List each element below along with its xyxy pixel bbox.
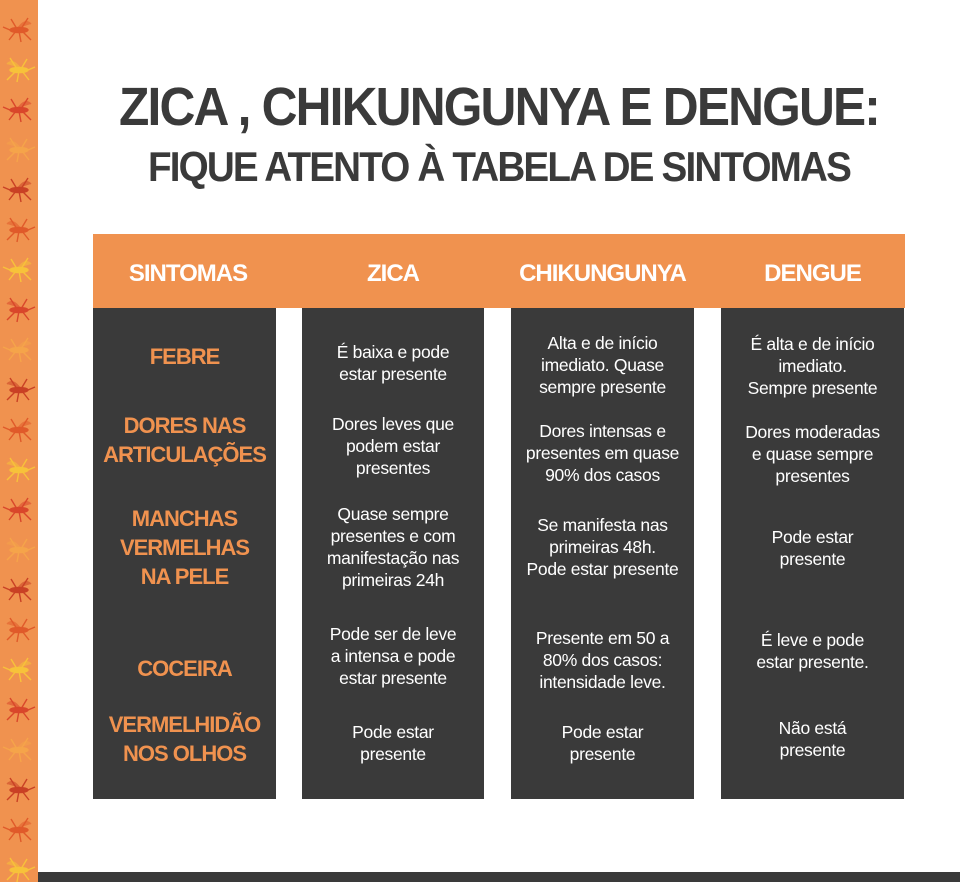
cell-line: Pode estar [352, 722, 434, 742]
cell-line: e quase sempre [751, 444, 874, 464]
cell-line: É leve e pode [760, 630, 865, 650]
cell-line: presentes e com [330, 526, 456, 546]
cell-line: podem estar [346, 436, 440, 456]
mosquito-icon [0, 170, 38, 210]
symptom-label [93, 654, 276, 683]
cell-line: presentes em quase [525, 443, 680, 463]
mosquito-icon [0, 690, 38, 730]
mosquito-icon [0, 610, 38, 650]
cell-zica [302, 413, 484, 479]
mosquito-icon [0, 530, 38, 570]
cell-line: Pode estar [561, 722, 644, 742]
cell-chikungunya [511, 332, 694, 398]
cell-line: É baixa e pode [336, 342, 450, 362]
cell-line: Alta e de início [547, 333, 658, 353]
mosquito-icon [0, 730, 38, 770]
cell-line: presentes [775, 466, 850, 486]
mosquito-icon [0, 330, 38, 370]
cell-dengue [721, 526, 904, 570]
cell-line: É alta e de início [750, 334, 875, 354]
mosquito-icon [0, 570, 38, 610]
cell-line: manifestação nas [326, 548, 460, 568]
cell-line: 90% dos casos [545, 465, 660, 485]
cell-line: primeiras 48h. [549, 537, 656, 557]
cell-line: Não está [778, 718, 847, 738]
cell-line: imediato. [778, 356, 847, 376]
symptom-label [93, 411, 276, 469]
mosquito-icon [0, 490, 38, 530]
cell-line: Sempre presente [747, 378, 878, 398]
mosquito-icon [0, 250, 38, 290]
cell-line: Dores moderadas [745, 422, 880, 442]
mosquito-icon [0, 450, 38, 490]
cell-line: Pode estar presente [526, 559, 679, 579]
cell-zica [302, 341, 484, 385]
cell-zica [302, 503, 484, 591]
mosquito-icon [0, 770, 38, 810]
mosquito-icon [0, 130, 38, 170]
cell-line: ARTICULAÇÕES [103, 442, 266, 467]
cell-line: FEBRE [149, 343, 220, 369]
cell-line: sempre presente [539, 377, 666, 397]
cell-line: Dores leves que [332, 414, 454, 434]
cell-line: imediato. Quase [541, 355, 664, 375]
cell-line: presente [569, 744, 636, 764]
mosquito-icon [0, 370, 38, 410]
header-dengue: DENGUE [764, 260, 861, 287]
mosquito-icon [0, 290, 38, 330]
cell-chikungunya [511, 514, 694, 580]
mosquito-icon [0, 410, 38, 450]
cell-line: Presente em 50 a [535, 628, 670, 648]
symptom-label [93, 342, 276, 371]
cell-dengue [721, 333, 904, 399]
cell-line: a intensa e pode [330, 646, 456, 666]
cell-line: VERMELHIDÃO [108, 712, 261, 737]
cell-line: presente [779, 549, 846, 569]
mosquito-icon [0, 810, 38, 850]
symptom-label [93, 504, 276, 591]
cell-line: presentes [355, 458, 431, 478]
cell-zica [302, 721, 484, 765]
mosquito-icon [0, 50, 38, 90]
bottom-bar [38, 872, 960, 882]
cell-line: estar presente. [756, 652, 869, 672]
cell-chikungunya [511, 721, 694, 765]
cell-line: DORES NAS [123, 413, 246, 438]
cell-dengue [721, 421, 904, 487]
cell-line: presente [360, 744, 426, 764]
header-chikungunya: CHIKUNGUNYA [519, 260, 686, 287]
cell-line: Dores intensas e [539, 421, 666, 441]
mosquito-icon [0, 650, 38, 690]
mosquito-icon [0, 210, 38, 250]
decorative-side-strip [0, 0, 38, 882]
symptom-label [93, 710, 276, 768]
cell-zica [302, 623, 484, 689]
cell-line: NA PELE [140, 563, 229, 589]
cell-line: Pode ser de leve [329, 624, 457, 644]
title-line-1: ZICA , CHIKUNGUNYA E DENGUE: [119, 77, 879, 137]
cell-line: VERMELHAS [119, 534, 250, 560]
title-line-2: FIQUE ATENTO À TABELA DE SINTOMAS [147, 143, 851, 190]
cell-line: presente [779, 740, 846, 760]
cell-line: intensidade leve. [539, 672, 666, 692]
cell-line: COCEIRA [137, 655, 232, 681]
header-sintomas: SINTOMAS [128, 260, 248, 287]
cell-dengue [721, 717, 904, 761]
mosquito-icon [0, 850, 38, 882]
cell-line: Pode estar [771, 527, 854, 547]
cell-dengue [721, 629, 904, 673]
cell-chikungunya [511, 420, 694, 486]
cell-line: estar presente [339, 668, 447, 688]
mosquito-icon [0, 10, 38, 50]
cell-line: MANCHAS [131, 505, 238, 531]
cell-line: 80% dos casos: [542, 650, 663, 670]
cell-line: primeiras 24h [341, 570, 445, 590]
cell-line: estar presente [339, 364, 447, 384]
cell-line: Se manifesta nas [537, 515, 668, 535]
cell-line: NOS OLHOS [122, 741, 246, 766]
mosquito-icon [0, 90, 38, 130]
page-title [38, 77, 960, 190]
header-zica: ZICA [367, 260, 419, 287]
cell-chikungunya [511, 627, 694, 693]
cell-line: Quase sempre [337, 504, 449, 524]
